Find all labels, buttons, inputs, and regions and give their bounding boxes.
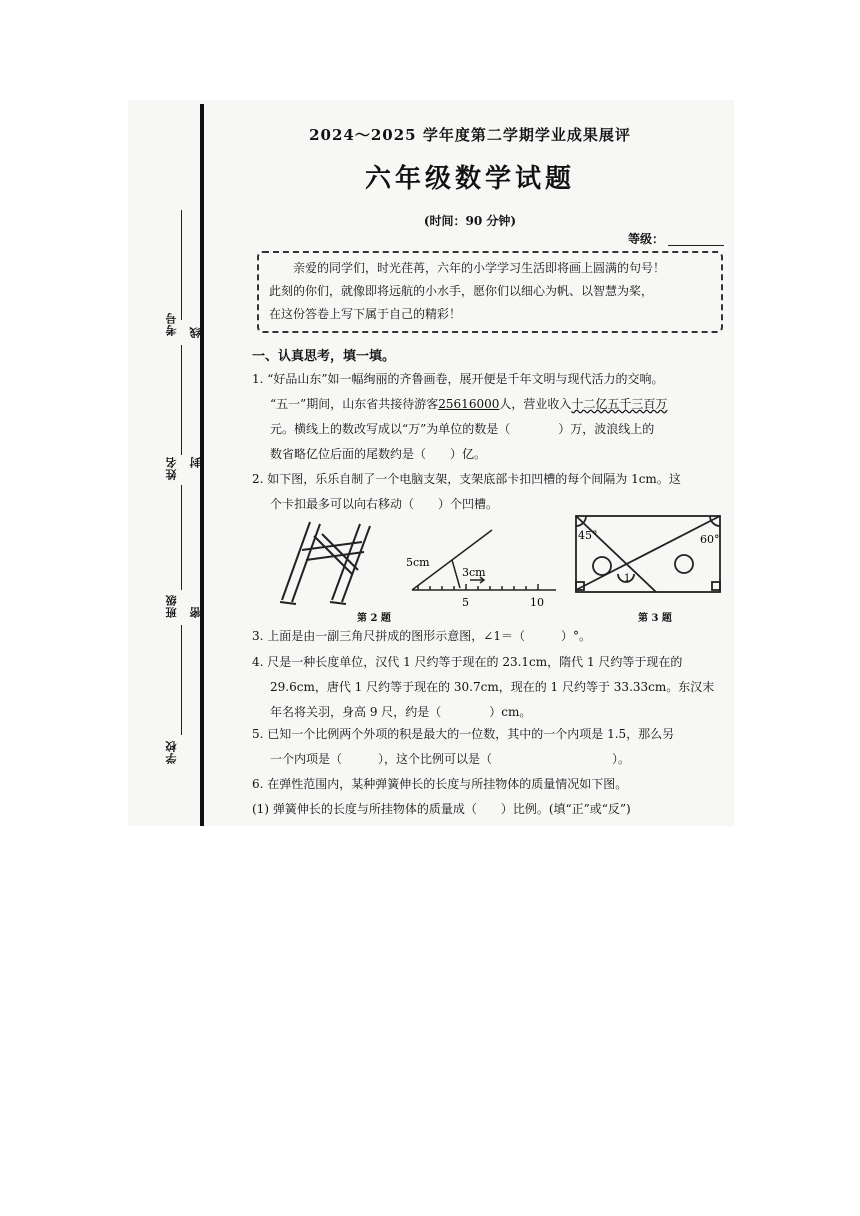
q1-line-2 <box>252 392 728 417</box>
notice-line-1: 亲爱的同学们，时光荏苒，六年的小学学习生活即将画上圆满的句号！ <box>293 261 666 275</box>
tick-label-10: 10 <box>530 596 544 609</box>
school-label: 学校 <box>165 740 178 764</box>
figure-2-caption: 第 2 题 <box>357 613 391 624</box>
exam-no-line <box>181 210 182 320</box>
angle-45-label: 45° <box>578 529 598 542</box>
question-2 <box>252 467 728 517</box>
question-4 <box>252 650 728 725</box>
angle-1-label: 1 <box>624 573 631 584</box>
subject-title: 六年级数学试题 <box>364 164 575 194</box>
q4-line-1: 4. 尺是一种长度单位，汉代 1 尺约等于现在的 23.1cm，隋代 1 尺约等于现在的 <box>252 655 683 669</box>
figure-3 <box>574 512 724 596</box>
q1-text-a: “五一”期间，山东省共接待游客 <box>270 397 439 411</box>
grade-blank <box>668 245 724 246</box>
tick-label-5: 5 <box>462 596 469 609</box>
exam-no-label: 考号 <box>165 312 178 336</box>
q6-line-1: 6. 在弹性范围内，某种弹簧伸长的长度与所挂物体的质量情况如下图。 <box>252 777 628 791</box>
label-5cm: 5cm <box>406 556 430 569</box>
time-note: (时间：90 分钟) <box>423 214 517 228</box>
q1-text-b: 人，营业收入 <box>499 397 572 411</box>
laptop-stand-drawing <box>280 522 370 604</box>
school-line <box>181 625 182 735</box>
notice-line-3: 在这份答卷上写下属于自己的精彩！ <box>269 307 462 321</box>
q1-underlined-number: 25616000 <box>438 397 500 411</box>
question-1 <box>252 367 728 467</box>
q2-line-2: 个卡扣最多可以向右移动（ ）个凹槽。 <box>270 497 499 511</box>
question-3: 3. 上面是由一副三角尺拼成的图形示意图，∠1＝（ ）°。 <box>252 629 591 643</box>
q1-line-3: 元。横线上的数改写成以“万”为单位的数是（ ）万，波浪线上的 <box>270 422 655 436</box>
q1-wavy-number: 十二亿五千三百万 <box>571 397 668 411</box>
grade-label: 等级： <box>628 232 665 246</box>
angle-60-label: 60° <box>700 533 720 546</box>
figure-2 <box>262 512 562 612</box>
figure-3-caption: 第 3 题 <box>638 613 672 624</box>
seal-char-line: 线 <box>189 326 202 338</box>
class-line <box>181 485 182 590</box>
ruler-drawing <box>412 530 556 590</box>
class-label: 班级 <box>165 594 178 618</box>
q4-line-2: 29.6cm，唐代 1 尺约等于现在的 30.7cm，现在的 1 尺约等于 33.33cm。东汉末 <box>270 680 715 694</box>
notice-line-2: 此刻的你们，就像即将远航的小水手，愿你们以细心为帆、以智慧为桨， <box>269 284 654 298</box>
q4-line-3: 年名将关羽，身高 9 尺，约是（ ）cm。 <box>270 705 532 719</box>
seal-char-seal: 封 <box>189 456 202 468</box>
q5-line-1: 5. 已知一个比例两个外项的积是最大的一位数，其中的一个内项是 1.5，那么另 <box>252 727 675 741</box>
q5-line-2: 一个内项是（ ），这个比例可以是（ ）。 <box>270 752 631 766</box>
q2-line-1: 2. 如下图，乐乐自制了一个电脑支架，支架底部卡扣凹槽的每个间隔为 1cm。这 <box>252 472 681 486</box>
question-6 <box>252 772 728 822</box>
seal-char-secret: 密 <box>189 606 202 618</box>
notice-box <box>257 251 723 333</box>
name-label: 姓名 <box>165 456 178 480</box>
name-line <box>181 345 182 455</box>
label-3cm: 3cm <box>462 566 486 579</box>
q1-line-1: 1. “好品山东”如一幅绚丽的齐鲁画卷，展开便是千年文明与现代活力的交响。 <box>252 372 664 386</box>
q6-line-2: (1) 弹簧伸长的长度与所挂物体的质量成（ ）比例。(填“正”或“反”) <box>252 802 631 816</box>
term-title: 2024～2025 学年度第二学期学业成果展评 <box>309 126 631 144</box>
q1-line-4: 数省略亿位后面的尾数约是（ ）亿。 <box>270 447 487 461</box>
question-5 <box>252 722 728 772</box>
set-square-drawing <box>576 516 720 592</box>
section-title: 一、认真思考，填一填。 <box>252 349 396 364</box>
